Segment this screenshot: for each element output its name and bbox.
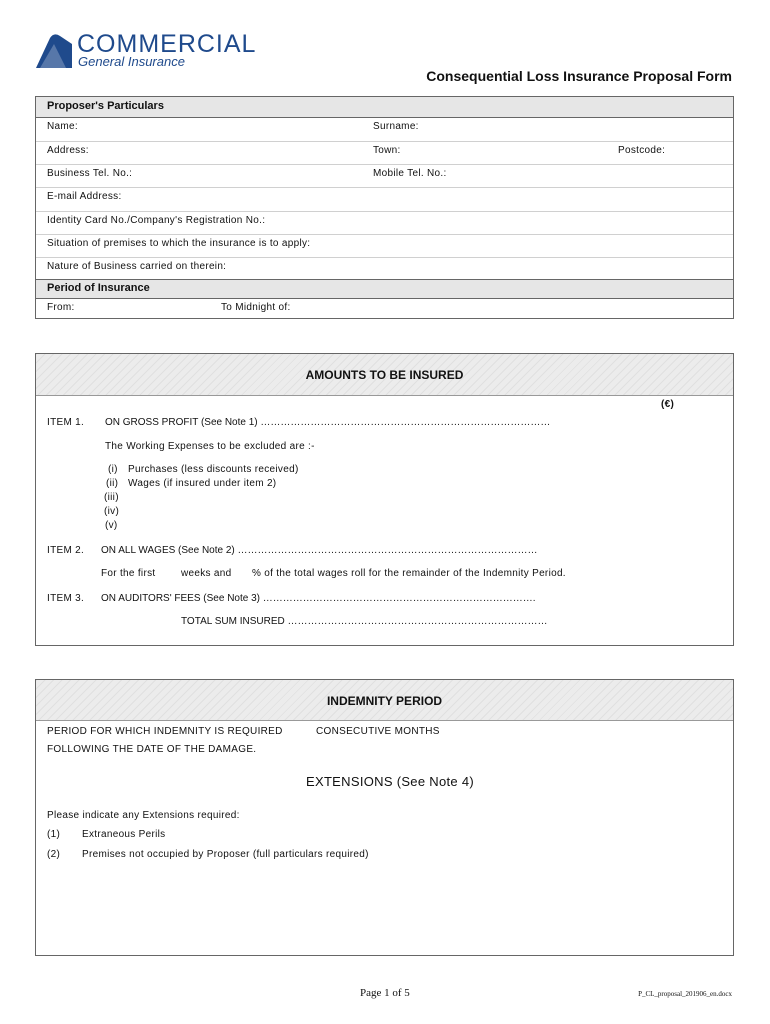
from-field[interactable]: From: (47, 302, 75, 313)
page-number: Page 1 of 5 (360, 987, 410, 999)
commercial-logo-icon (36, 34, 72, 68)
amounts-header (36, 354, 733, 396)
period-header: Period of Insurance (36, 279, 733, 299)
proposer-section (35, 96, 734, 319)
situation-row (36, 235, 733, 258)
indemnity-title: INDEMNITY PERIOD (326, 694, 443, 708)
logo-name: COMMERCIAL (77, 30, 257, 58)
item2-wages[interactable]: ON ALL WAGES (See Note 2) ……………………………………………………………………………… (101, 545, 538, 556)
percentage-text: % of the total wages roll for the remainder of the Indemnity Period. (252, 568, 566, 579)
tel-row (36, 165, 733, 188)
extension-num: (2) (47, 849, 61, 860)
business-tel-field[interactable]: Business Tel. No.: (47, 168, 133, 179)
sub-item-num: (ii) (106, 478, 119, 489)
form-title: Consequential Loss Insurance Proposal Form (426, 68, 732, 84)
mobile-tel-field[interactable]: Mobile Tel. No.: (373, 168, 447, 179)
item2-label: ITEM 2. (47, 545, 85, 556)
address-row (36, 142, 733, 165)
surname-field[interactable]: Surname: (373, 121, 419, 132)
extension-extraneous-perils[interactable]: Extraneous Perils (82, 829, 166, 840)
working-expenses-text: The Working Expenses to be excluded are :- (105, 441, 315, 452)
id-card-field[interactable]: Identity Card No./Company's Registration No.: (47, 215, 266, 226)
indemnity-section (35, 679, 734, 956)
nature-field[interactable]: Nature of Business carried on therein: (47, 261, 227, 272)
sub-item-text: Purchases (less discounts received) (128, 464, 299, 475)
sub-item-num: (iv) (104, 506, 120, 517)
extension-premises-not-occupied[interactable]: Premises not occupied by Proposer (full particulars required) (82, 849, 369, 860)
sub-item-num: (i) (108, 464, 118, 475)
indemnity-line2: FOLLOWING THE DATE OF THE DAMAGE. (47, 744, 257, 755)
sub-item-num: (iii) (104, 492, 119, 503)
item1-label: ITEM 1. (47, 417, 85, 428)
currency-label: (€) (661, 399, 675, 410)
to-midnight-field[interactable]: To Midnight of: (221, 302, 291, 313)
proposer-header: Proposer's Particulars (36, 96, 733, 118)
indemnity-header (36, 680, 733, 721)
amounts-title: AMOUNTS TO BE INSURED (305, 368, 464, 382)
item3-auditors-fees[interactable]: ON AUDITORS' FEES (See Note 3) ………………………………………………………………………. (101, 593, 536, 604)
id-row (36, 212, 733, 235)
nature-row (36, 258, 733, 281)
extensions-instruction: Please indicate any Extensions required: (47, 810, 240, 821)
email-field[interactable]: E-mail Address: (47, 191, 122, 202)
town-field[interactable]: Town: (373, 145, 401, 156)
for-first-label: For the first (101, 568, 156, 579)
address-field[interactable]: Address: (47, 145, 89, 156)
sub-item-num: (v) (105, 520, 118, 531)
situation-field[interactable]: Situation of premises to which the insurance is to apply: (47, 238, 311, 249)
logo-subtitle: General Insurance (78, 54, 185, 69)
indemnity-line1: PERIOD FOR WHICH INDEMNITY IS REQUIRED (47, 726, 283, 737)
item1-gross-profit[interactable]: ON GROSS PROFIT (See Note 1) …………………………………………………………………………… (105, 417, 551, 428)
weeks-and-label: weeks and (181, 568, 232, 579)
consecutive-months-field[interactable]: CONSECUTIVE MONTHS (316, 726, 440, 737)
extensions-title: EXTENSIONS (See Note 4) (306, 774, 475, 789)
email-row (36, 188, 733, 212)
postcode-field[interactable]: Postcode: (618, 145, 666, 156)
total-sum-insured[interactable]: TOTAL SUM INSURED …………………………………………………………………… (181, 616, 548, 627)
amounts-section (35, 353, 734, 646)
period-row (36, 299, 733, 319)
name-row (36, 118, 733, 142)
extension-num: (1) (47, 829, 61, 840)
sub-item-text: Wages (if insured under item 2) (128, 478, 277, 489)
item3-label: ITEM 3. (47, 593, 85, 604)
name-field[interactable]: Name: (47, 121, 78, 132)
document-reference: P_CL_proposal_201906_en.docx (638, 990, 732, 998)
